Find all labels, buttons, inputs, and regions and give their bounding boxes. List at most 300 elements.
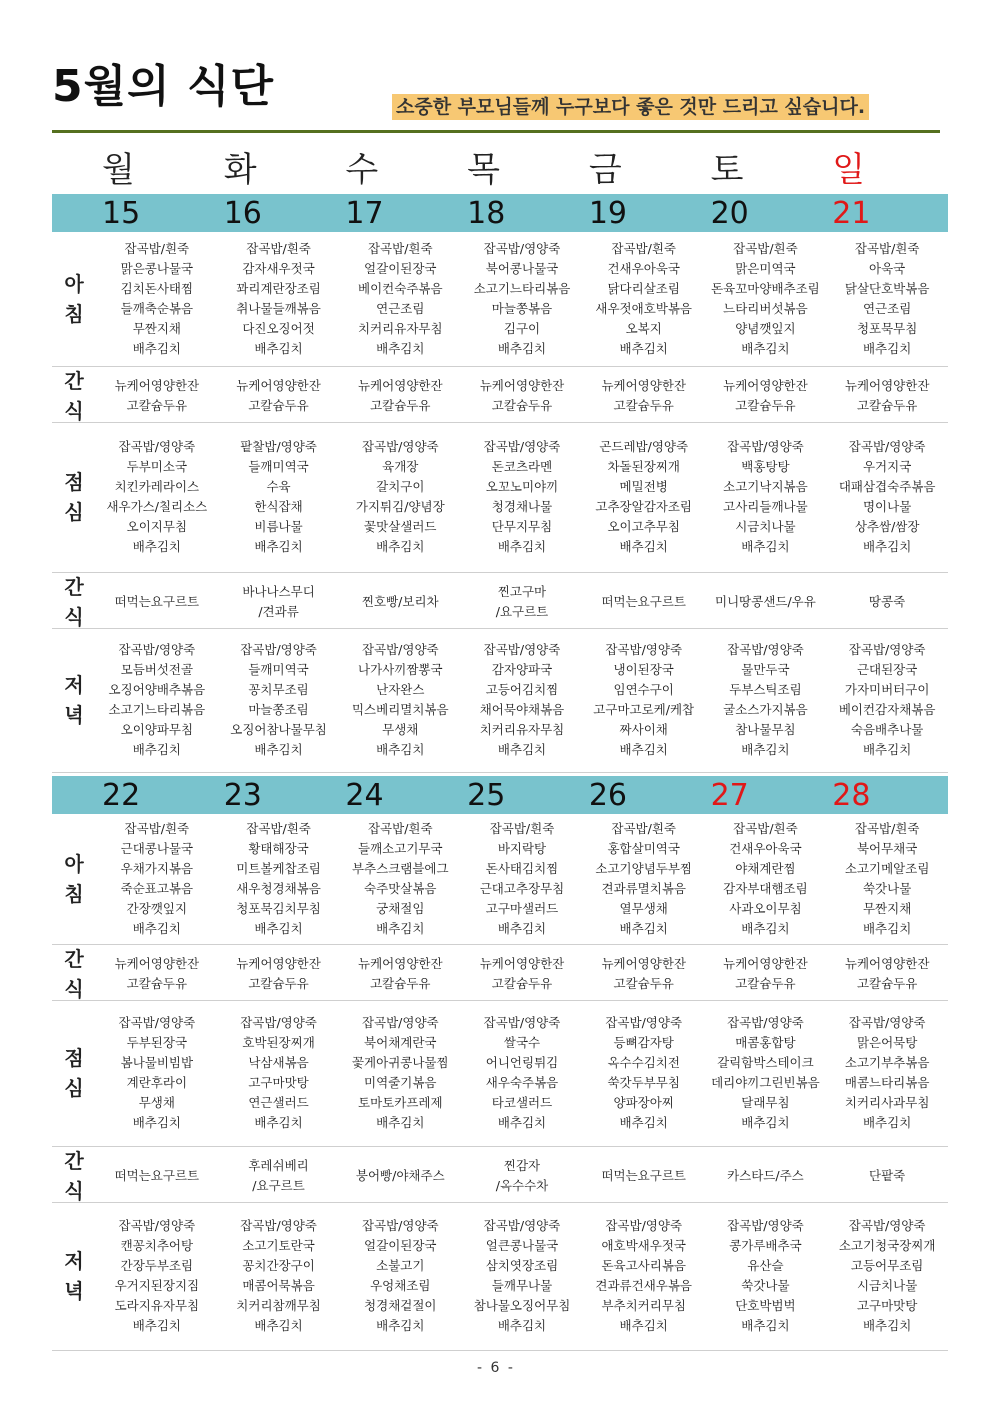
menu-item: 백홍탕탕 [741, 459, 790, 474]
menu-item: 고칼슘두유 [126, 398, 188, 413]
menu-item: 갈릭함박스테이크 [717, 1055, 814, 1070]
menu-cell-sat [705, 232, 827, 366]
menu-item: 도라지유자무침 [114, 1298, 200, 1313]
menu-item: 청경채나물 [491, 499, 553, 514]
menu-item: 치킨카레라이스 [114, 479, 200, 494]
menu-item: 들깨미역국 [248, 662, 309, 677]
meal-label-char: 녁 [64, 1279, 84, 1303]
menu-item: 치커리유자무침 [358, 321, 443, 336]
menu-item: 배추김치 [254, 742, 303, 757]
menu-item: 우엉채조림 [370, 1278, 431, 1293]
menu-cell-thu [461, 572, 583, 632]
subtitle-banner: 소중한 부모님들께 누구보다 좋은 것만 드리고 싶습니다. [392, 94, 869, 120]
meal-label-char: 점 [64, 470, 84, 494]
menu-item: 배추김치 [254, 1318, 303, 1333]
menu-cell-sat [705, 422, 827, 572]
menu-cell-sun [826, 1146, 948, 1206]
menu-item: 배추김치 [376, 341, 425, 356]
menu-item: 믹스베리멸치볶음 [351, 702, 449, 717]
menu-item: 냉이된장국 [613, 662, 674, 677]
menu-cell-tue [218, 1146, 340, 1206]
menu-item: 고구마맛탕 [856, 1298, 918, 1313]
meal-label [52, 572, 96, 632]
menu-item: 간장깻잎지 [126, 901, 188, 916]
menu-cell-thu [461, 628, 583, 772]
menu-item: 미니땅콩샌드/우유 [715, 594, 816, 609]
menu-item: 잡곡밥/영양죽 [240, 1218, 317, 1233]
menu-cell-wed [339, 1202, 461, 1350]
menu-item: 오꼬노미야끼 [485, 479, 559, 494]
menu-item: 잡곡밥/영양죽 [361, 439, 439, 454]
menu-item: 새우젓애호박볶음 [595, 301, 692, 316]
menu-item: 근대된장국 [856, 662, 918, 677]
menu-item: 치커리참깨무침 [236, 1298, 321, 1313]
menu-item: 배추김치 [497, 341, 547, 356]
menu-item: 배추김치 [741, 1115, 790, 1130]
menu-cell-thu [461, 422, 583, 572]
menu-item: 고칼슘두유 [735, 976, 796, 991]
menu-item: 물만두국 [741, 662, 790, 677]
menu-item: 연근조림 [862, 301, 912, 316]
menu-item: 북어무채국 [856, 841, 918, 856]
menu-item: 들깨미역국 [248, 459, 309, 474]
page-title: 5월의 식단 [52, 61, 274, 112]
menu-item: 양념깻잎지 [735, 321, 796, 336]
menu-item: 소고기느타리볶음 [473, 281, 571, 296]
menu-item: 배추김치 [254, 921, 303, 936]
date-mon: 22 [102, 778, 141, 813]
menu-item: 꽁치무조림 [248, 682, 309, 697]
menu-item: 차돌된장찌개 [607, 459, 680, 474]
menu-item: 맑은미역국 [735, 261, 796, 276]
menu-item: 무짠지채 [132, 321, 181, 336]
menu-item: 뉴케어영양한잔 [844, 956, 930, 971]
band-spacer [52, 776, 96, 816]
menu-item: 고등어김치찜 [485, 682, 559, 697]
menu-item: 뉴케어영양한잔 [723, 956, 808, 971]
menu-item: 수육 [266, 479, 291, 494]
menu-item: 잡곡밥/흰죽 [246, 241, 311, 256]
menu-cell-wed [339, 628, 461, 772]
menu-item: 달래무침 [741, 1095, 790, 1110]
menu-item: 건새우아욱국 [607, 261, 680, 276]
menu-item: 홍합살미역국 [607, 841, 680, 856]
menu-item: 배추김치 [741, 742, 790, 757]
menu-item: 두부된장국 [126, 1035, 188, 1050]
page-number: - 6 - [477, 1360, 515, 1376]
meal-row-dinner [52, 628, 948, 773]
menu-item: 뉴케어영양한잔 [358, 956, 443, 971]
menu-item: 대패삼겹숙주볶음 [838, 479, 936, 494]
menu-item: 감자부대햄조림 [723, 881, 808, 896]
weekday-tue: 화 [223, 150, 257, 190]
meal-label [52, 814, 96, 944]
menu-item: 메밀전병 [619, 479, 668, 494]
menu-item: 잡곡밥/영양죽 [727, 1015, 804, 1030]
meal-row-lunch [52, 1000, 948, 1147]
menu-cell-mon [96, 422, 218, 572]
meal-label-char: 심 [64, 500, 84, 524]
meal-label [52, 232, 96, 366]
menu-item: 잡곡밥/영양죽 [361, 642, 439, 657]
menu-item: 감자양파국 [491, 662, 553, 677]
menu-item: 돈육고사리볶음 [601, 1258, 686, 1273]
menu-item: 배추김치 [254, 539, 303, 554]
menu-item: 배추김치 [862, 921, 912, 936]
meal-label-char: 저 [64, 1249, 84, 1273]
menu-cell-tue [218, 944, 340, 1004]
menu-cell-wed [339, 1146, 461, 1206]
menu-item: 참나물무침 [735, 722, 796, 737]
menu-cell-mon [96, 1202, 218, 1350]
menu-item: 두부스틱조림 [729, 682, 802, 697]
menu-cell-mon [96, 628, 218, 772]
menu-cell-tue [218, 422, 340, 572]
menu-cell-mon [96, 944, 218, 1004]
menu-cell-wed [339, 232, 461, 366]
menu-item: 청경채겉절이 [364, 1298, 437, 1313]
menu-item: 얼큰콩나물국 [485, 1238, 559, 1253]
menu-item: 잡곡밥/영양죽 [118, 439, 196, 454]
menu-item: 새우청경채볶음 [236, 881, 321, 896]
menu-item: 꽃게아귀콩나물찜 [351, 1055, 449, 1070]
menu-item: 잡곡밥/영양죽 [848, 1218, 926, 1233]
menu-item: 배추김치 [132, 1318, 181, 1333]
menu-cell-sun [826, 628, 948, 772]
menu-item: 시금치나물 [735, 519, 796, 534]
meal-label-char: 심 [64, 1076, 84, 1100]
menu-item: 궁채절임 [376, 901, 425, 916]
menu-item: 떠먹는요구르트 [601, 594, 686, 609]
meal-label-char: 저 [64, 673, 84, 697]
menu-item: 채어묵야채볶음 [479, 702, 565, 717]
menu-item: 육개장 [382, 459, 419, 474]
menu-item: 미역줄기볶음 [364, 1075, 437, 1090]
menu-item: 배추김치 [376, 742, 425, 757]
menu-item: 뉴케어영양한잔 [236, 956, 321, 971]
menu-item: 배추김치 [132, 1115, 181, 1130]
meal-label-char: 식 [64, 605, 84, 629]
menu-cell-sun [826, 814, 948, 944]
meal-label [52, 1000, 96, 1146]
menu-cell-sun [826, 232, 948, 366]
menu-item: 매콤어묵볶음 [242, 1278, 315, 1293]
date-fri: 26 [588, 778, 628, 813]
menu-item: 치커리유자무침 [479, 722, 565, 737]
menu-item: 느타리버섯볶음 [723, 301, 808, 316]
menu-item: 우거지된장지짐 [114, 1278, 200, 1293]
menu-item: 뉴케어영양한잔 [114, 956, 200, 971]
menu-item: 고구마맛탕 [248, 1075, 309, 1090]
menu-item: 부추스크램블에그 [351, 861, 449, 876]
menu-item: 들깨소고기무국 [358, 841, 443, 856]
menu-item: 잡곡밥/영양죽 [240, 642, 317, 657]
menu-item: 배추김치 [741, 1318, 790, 1333]
menu-item: /요구르트 [252, 1178, 305, 1193]
menu-item: 배추김치 [862, 341, 912, 356]
menu-item: 무짠지채 [862, 901, 912, 916]
menu-item: 배추김치 [619, 1318, 668, 1333]
menu-item: 배추김치 [376, 1115, 425, 1130]
menu-item: 북어콩나물국 [485, 261, 559, 276]
menu-item: 임연수구이 [613, 682, 674, 697]
menu-item: 근대콩나물국 [120, 841, 194, 856]
menu-item: 배추김치 [497, 1318, 547, 1333]
menu-item: 잡곡밥/영양죽 [483, 642, 561, 657]
band-spacer [52, 194, 96, 234]
weekday-header-row [52, 150, 948, 190]
menu-item: 꽁치간장구이 [242, 1258, 315, 1273]
menu-item: 모듬버섯전골 [120, 662, 194, 677]
menu-item: 닭살단호박볶음 [844, 281, 930, 296]
menu-cell-fri [583, 232, 705, 366]
menu-item: 잡곡밥/흰죽 [854, 241, 920, 256]
menu-item: 고칼슘두유 [613, 976, 674, 991]
menu-item: 뉴케어영양한잔 [479, 378, 565, 393]
menu-item: 낙삼새볶음 [248, 1055, 309, 1070]
menu-item: 소불고기 [376, 1258, 425, 1273]
menu-cell-wed [339, 572, 461, 632]
menu-item: 배추김치 [741, 341, 790, 356]
menu-item: 잡곡밥/흰죽 [124, 241, 190, 256]
menu-item: 김구이 [503, 321, 541, 336]
date-thu: 25 [467, 778, 506, 813]
menu-item: 배추김치 [619, 742, 668, 757]
menu-cell-fri [583, 1146, 705, 1206]
menu-cell-thu [461, 366, 583, 426]
menu-item: 애호박새우젓국 [601, 1238, 686, 1253]
menu-cell-mon [96, 232, 218, 366]
menu-item: 쑥갓두부무침 [607, 1075, 680, 1090]
menu-cell-sat [705, 814, 827, 944]
menu-item: 오이고추무침 [607, 519, 680, 534]
menu-cell-thu [461, 232, 583, 366]
menu-item: 배추김치 [862, 742, 912, 757]
menu-item: 배추김치 [254, 341, 303, 356]
meal-label-char: 녁 [64, 703, 84, 727]
menu-cell-thu [461, 1000, 583, 1146]
menu-item: /요구르트 [495, 604, 549, 619]
menu-item: 배추김치 [497, 921, 547, 936]
menu-item: 잡곡밥/영양죽 [118, 642, 196, 657]
date-wed: 24 [345, 778, 384, 813]
meal-label-char: 점 [64, 1046, 84, 1070]
menu-item: 가지튀김/양념장 [355, 499, 445, 514]
date-sun: 21 [832, 196, 871, 231]
meal-row-breakfast [52, 232, 948, 367]
menu-cell-sat [705, 944, 827, 1004]
menu-cell-tue [218, 572, 340, 632]
menu-item: 마늘쫑볶음 [491, 301, 553, 316]
menu-item: 건새우아욱국 [729, 841, 802, 856]
menu-item: 잡곡밥/영양죽 [361, 1218, 439, 1233]
menu-item: 오이양파무침 [120, 722, 194, 737]
meal-label [52, 422, 96, 572]
menu-item: 돈육꼬마양배추조림 [711, 281, 820, 296]
menu-item: 고칼슘두유 [613, 398, 674, 413]
menu-item: 연근샐러드 [248, 1095, 309, 1110]
menu-item: 숙주맛살볶음 [364, 881, 437, 896]
menu-item: 잡곡밥/영양죽 [605, 642, 683, 657]
menu-item: 배추김치 [132, 341, 181, 356]
weekday-fri: 금 [588, 150, 622, 190]
menu-item: 고칼슘두유 [856, 976, 918, 991]
corner-spacer [52, 150, 96, 190]
menu-item: 뉴케어영양한잔 [114, 378, 200, 393]
meal-label-char: 간 [64, 947, 84, 971]
menu-cell-sun [826, 572, 948, 632]
week-2-date-band [52, 776, 948, 814]
date-tue: 23 [223, 778, 262, 813]
meal-label [52, 366, 96, 426]
menu-item: 맑은콩나물국 [120, 261, 194, 276]
menu-cell-sat [705, 1000, 827, 1146]
menu-item: 오징어참나물무침 [230, 722, 327, 737]
menu-item: 배추김치 [376, 921, 425, 936]
menu-item: 꽃맛살샐러드 [364, 519, 437, 534]
menu-item: 무생채 [138, 1095, 175, 1110]
menu-item: 고칼슘두유 [491, 398, 553, 413]
menu-cell-mon [96, 366, 218, 426]
menu-item: 배추김치 [862, 1318, 912, 1333]
menu-item: 배추김치 [619, 341, 668, 356]
date-tue: 16 [223, 196, 262, 231]
menu-item: 오이지무침 [126, 519, 188, 534]
menu-item: 떠먹는요구르트 [114, 1168, 200, 1183]
menu-item: 잡곡밥/흰죽 [611, 241, 676, 256]
menu-item: 소고기양념두부찜 [595, 861, 692, 876]
menu-item: 들깨무나물 [491, 1278, 553, 1293]
menu-item: 다진오징어젓 [242, 321, 315, 336]
menu-item: 죽순표고볶음 [120, 881, 194, 896]
menu-item: 배추김치 [376, 1318, 425, 1333]
menu-item: 잡곡밥/영양죽 [483, 439, 561, 454]
menu-item: 배추김치 [497, 539, 547, 554]
meal-label [52, 944, 96, 1004]
menu-item: 베이컨숙주볶음 [358, 281, 443, 296]
menu-item: 배추김치 [497, 742, 547, 757]
meal-label-char: 아 [64, 272, 84, 296]
menu-item: 한식잡채 [254, 499, 303, 514]
menu-item: 떠먹는요구르트 [601, 1168, 686, 1183]
menu-item: 난자완스 [376, 682, 425, 697]
menu-item: 고칼슘두유 [248, 976, 309, 991]
menu-item: 부추치커리무침 [601, 1298, 686, 1313]
weekday-sat: 토 [710, 150, 744, 190]
menu-item: 배추김치 [497, 1115, 547, 1130]
menu-item: 잡곡밥/흰죽 [854, 821, 920, 836]
menu-cell-fri [583, 1000, 705, 1146]
menu-item: 소고기낙지볶음 [723, 479, 808, 494]
menu-item: 배추김치 [862, 1115, 912, 1130]
menu-item: 삼치엿장조림 [485, 1258, 559, 1273]
menu-item: 떠먹는요구르트 [114, 594, 200, 609]
menu-item: 붕어빵/야채주스 [355, 1168, 445, 1183]
menu-item: 잡곡밥/영양죽 [848, 642, 926, 657]
menu-item: 갈치구이 [376, 479, 425, 494]
menu-item: 땅콩죽 [869, 594, 906, 609]
menu-item: 고칼슘두유 [248, 398, 309, 413]
menu-item: 매콤느타리볶음 [844, 1075, 930, 1090]
menu-item: 소고기부추볶음 [844, 1055, 930, 1070]
menu-item: 바나나스무디 [242, 584, 315, 599]
menu-item: 베이컨감자채볶음 [838, 702, 936, 717]
weekday-wed: 수 [345, 150, 379, 190]
menu-cell-tue [218, 366, 340, 426]
menu-cell-fri [583, 944, 705, 1004]
menu-item: 잡곡밥/영양죽 [361, 1015, 439, 1030]
menu-item: 소고기토란국 [242, 1238, 315, 1253]
date-fri: 19 [588, 196, 628, 231]
menu-item: 계란후라이 [126, 1075, 188, 1090]
menu-item: 옥수수김치전 [607, 1055, 680, 1070]
menu-item: 오복지 [625, 321, 662, 336]
menu-item: 데리야끼그린빈볶음 [711, 1075, 820, 1090]
menu-item: 근대고추장무침 [479, 881, 565, 896]
menu-item: 고칼슘두유 [735, 398, 796, 413]
menu-item: 상추쌈/쌈장 [854, 519, 920, 534]
meal-label [52, 1146, 96, 1206]
menu-item: 후레쉬베리 [248, 1158, 309, 1173]
menu-item: 열무생채 [619, 901, 668, 916]
menu-cell-wed [339, 814, 461, 944]
meal-label-char: 침 [64, 882, 84, 906]
menu-item: 뉴케어영양한잔 [358, 378, 443, 393]
meal-row-snack1 [52, 944, 948, 1001]
menu-item: 찐고구마 [497, 584, 547, 599]
menu-cell-wed [339, 366, 461, 426]
menu-item: 양파장아찌 [613, 1095, 674, 1110]
menu-item: 쌀국수 [503, 1035, 541, 1050]
menu-item: 토마토카프레제 [358, 1095, 443, 1110]
date-sun: 28 [832, 778, 871, 813]
menu-item: 단무지무침 [491, 519, 553, 534]
menu-item: 가자미버터구이 [844, 682, 930, 697]
menu-item: 우채가지볶음 [120, 861, 194, 876]
weekday-thu: 목 [467, 150, 500, 190]
menu-item: 맑은어묵탕 [856, 1035, 918, 1050]
menu-cell-wed [339, 1000, 461, 1146]
meal-label-char: 간 [64, 575, 84, 599]
menu-item: 잡곡밥/영양죽 [727, 642, 804, 657]
menu-item: 잡곡밥/영양죽 [118, 1015, 196, 1030]
menu-item: 잡곡밥/영양죽 [483, 241, 561, 256]
menu-cell-tue [218, 232, 340, 366]
menu-item: 배추김치 [741, 921, 790, 936]
menu-item: 새우숙주볶음 [485, 1075, 559, 1090]
menu-item: 배추김치 [619, 539, 668, 554]
menu-cell-thu [461, 1202, 583, 1350]
menu-item: 뉴케어영양한잔 [844, 378, 930, 393]
weekday-sun: 일 [832, 150, 866, 190]
menu-item: 잡곡밥/흰죽 [733, 821, 798, 836]
menu-cell-sun [826, 1000, 948, 1146]
menu-item: 잡곡밥/영양죽 [848, 1015, 926, 1030]
menu-item: 새우가스/칠리소스 [106, 499, 208, 514]
menu-cell-fri [583, 422, 705, 572]
menu-cell-mon [96, 814, 218, 944]
meal-label [52, 1202, 96, 1350]
menu-item: 카스타드/주스 [727, 1168, 804, 1183]
menu-item: 견과류건새우볶음 [595, 1278, 692, 1293]
menu-cell-sat [705, 1146, 827, 1206]
menu-cell-fri [583, 1202, 705, 1350]
menu-item: 배추김치 [619, 921, 668, 936]
menu-cell-wed [339, 422, 461, 572]
menu-item: 잡곡밥/흰죽 [611, 821, 676, 836]
menu-cell-sun [826, 1202, 948, 1350]
menu-item: 단호박범벅 [735, 1298, 796, 1313]
